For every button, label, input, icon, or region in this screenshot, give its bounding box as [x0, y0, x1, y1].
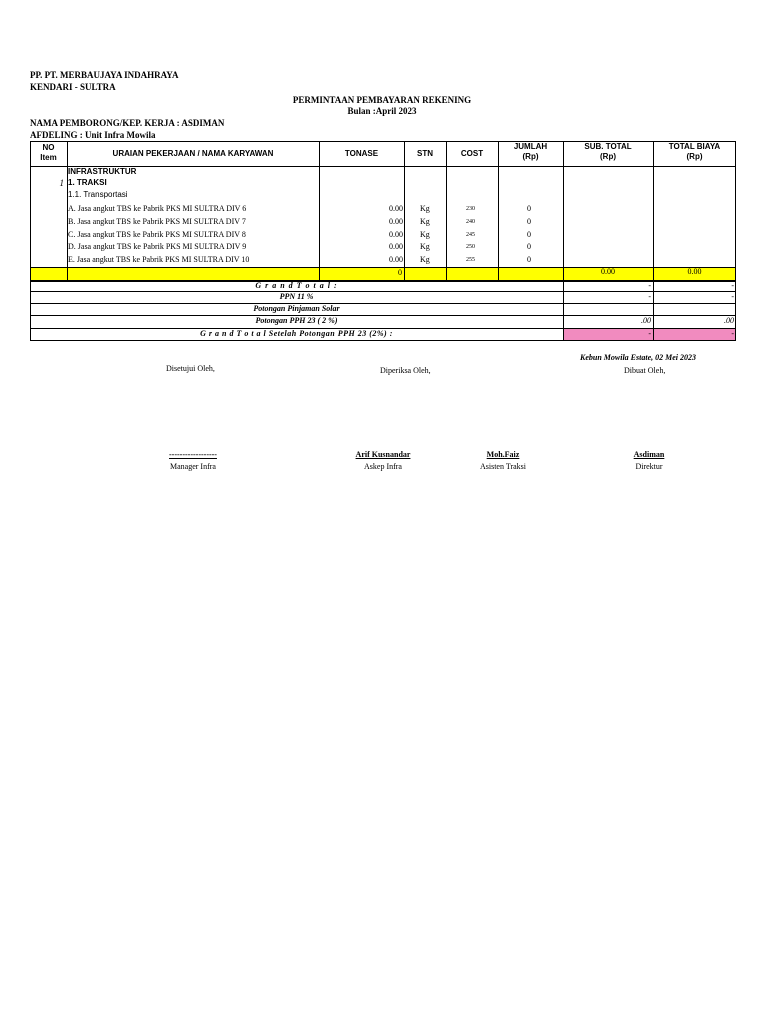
summary-label: PPN 11 % — [279, 292, 314, 301]
row-cost: 255 — [466, 257, 475, 263]
header-subtotal: SUB. TOTAL — [584, 142, 632, 151]
header-tonase: TONASE — [344, 149, 379, 158]
row-jumlah: 0 — [527, 230, 531, 239]
total-tonase: 0 — [398, 268, 402, 277]
header-item: Item — [40, 153, 57, 162]
summary-total: - — [731, 292, 734, 301]
row-tonase: 0.00 — [389, 230, 403, 239]
row-desc: A. Jasa angkut TBS ke Pabrik PKS MI SULTRA DIV 6 — [68, 204, 247, 213]
header-uraian: URAIAN PEKERJAAN / NAMA KARYAWAN — [112, 149, 274, 158]
row-jumlah: 0 — [527, 242, 531, 251]
summary-total: .00 — [724, 316, 734, 325]
summary-total: - — [731, 281, 734, 290]
row-tonase: 0.00 — [389, 204, 403, 213]
summary-sub: - — [648, 281, 651, 290]
row-jumlah: 0 — [527, 204, 531, 213]
header-cost: COST — [460, 149, 484, 158]
header-no: NO — [42, 143, 55, 152]
row-jumlah: 0 — [527, 255, 531, 264]
signatory-name: Moh.Faiz — [486, 450, 520, 459]
summary-label: G r a n d T o t a l Setelah Potongan PPH 23 (2%) : — [200, 329, 393, 338]
row-cost: 240 — [466, 219, 475, 225]
row-tonase: 0.00 — [389, 255, 403, 264]
row-cost: 250 — [466, 244, 475, 250]
header-stn: STN — [417, 149, 433, 158]
made-by-label: Dibuat Oleh, — [624, 366, 666, 375]
signatory-role: Manager Infra — [170, 462, 216, 471]
header-totalbiaya-unit: (Rp) — [686, 152, 703, 161]
afdeling-label: AFDELING : Unit Infra Mowila — [30, 130, 156, 140]
summary-sub: - — [648, 292, 651, 301]
signatory-role: Asisten Traksi — [479, 462, 526, 471]
row-tonase: 0.00 — [389, 242, 403, 251]
subsubsection-label: 1.1. Transportasi — [68, 190, 128, 199]
approved-by-label: Disetujui Oleh, — [166, 364, 215, 373]
total-totalbiaya: 0.00 — [687, 267, 702, 276]
signatory-name: ------------------ — [169, 450, 217, 459]
summary-total: - — [731, 329, 734, 338]
checked-by-label: Diperiksa Oleh, — [380, 366, 431, 375]
header-subtotal-unit: (Rp) — [600, 152, 616, 161]
row-stn: Kg — [420, 242, 430, 251]
row-cost: 230 — [466, 206, 475, 212]
section-label: INFRASTRUKTUR — [68, 167, 137, 176]
document-title: PERMINTAAN PEMBAYARAN REKENING — [292, 95, 472, 105]
company-name: PP. PT. MERBAUJAYA INDAHRAYA — [30, 70, 179, 80]
header-jumlah-unit: (Rp) — [522, 152, 539, 161]
row-desc: E. Jasa angkut TBS ke Pabrik PKS MI SULTRA DIV 10 — [68, 255, 250, 264]
signatory-name: Asdiman — [633, 450, 665, 459]
summary-label: Potongan PPH 23 ( 2 %) — [255, 316, 338, 325]
place-date: Kebun Mowila Estate, 02 Mei 2023 — [580, 353, 697, 362]
summary-label: Potongan Pinjaman Solar — [253, 304, 340, 313]
row-desc: C. Jasa angkut TBS ke Pabrik PKS MI SULTRA DIV 8 — [68, 230, 246, 239]
row-cost: 245 — [466, 232, 475, 238]
signatory-role: Direktur — [635, 462, 663, 471]
header-jumlah: JUMLAH — [513, 142, 548, 151]
document-month: Bulan :April 2023 — [347, 106, 417, 116]
signatory-role: Askep Infra — [364, 462, 402, 471]
row-stn: Kg — [420, 255, 430, 264]
row-jumlah: 0 — [527, 217, 531, 226]
row-tonase: 0.00 — [389, 217, 403, 226]
summary-sub: - — [648, 329, 651, 338]
row-desc: D. Jasa angkut TBS ke Pabrik PKS MI SULTRA DIV 9 — [68, 242, 247, 251]
row-desc: B. Jasa angkut TBS ke Pabrik PKS MI SULTRA DIV 7 — [68, 217, 246, 226]
row-stn: Kg — [420, 217, 430, 226]
item-number: 1 — [59, 178, 64, 188]
company-location: KENDARI - SULTRA — [30, 82, 116, 92]
summary-label: G r a n d T o t a l : — [255, 281, 338, 290]
subsection-label: 1. TRAKSI — [68, 178, 107, 187]
row-stn: Kg — [420, 204, 430, 213]
contractor-name: NAMA PEMBORONG/KEP. KERJA : ASDIMAN — [30, 118, 225, 128]
row-stn: Kg — [420, 230, 430, 239]
header-totalbiaya: TOTAL BIAYA — [668, 142, 721, 151]
signatory-name: Arif Kusnandar — [355, 450, 411, 459]
total-subtotal: 0.00 — [601, 267, 615, 276]
summary-sub: .00 — [641, 316, 651, 325]
